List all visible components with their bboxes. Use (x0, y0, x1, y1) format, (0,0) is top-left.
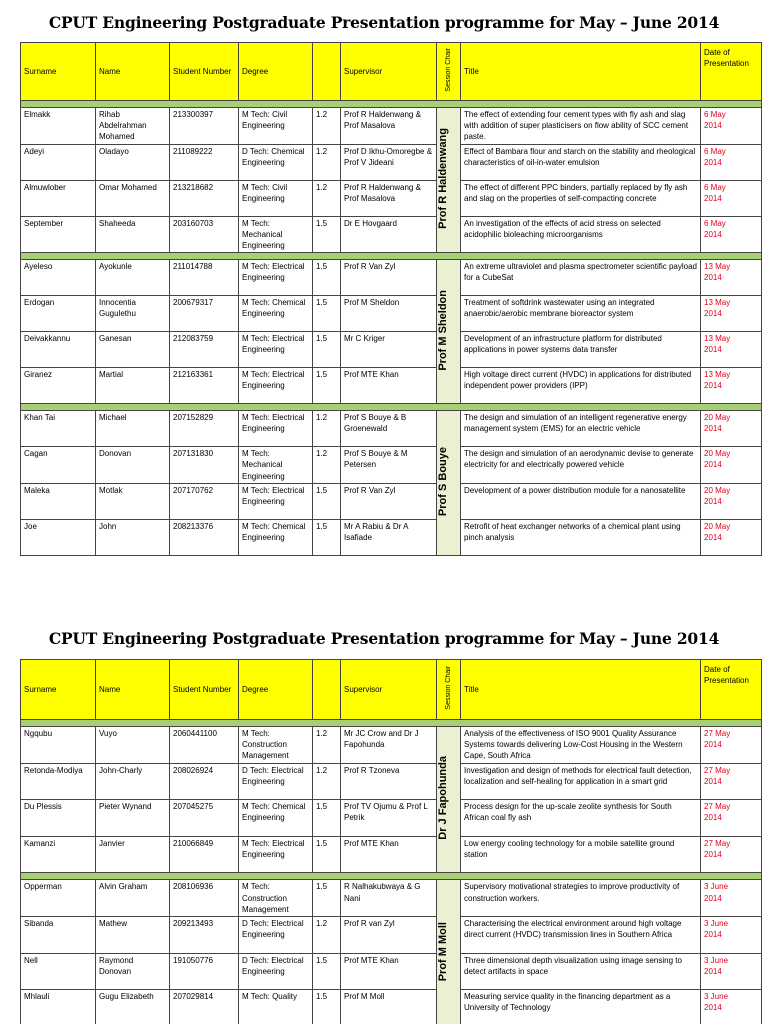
code-cell: 1.5 (313, 216, 341, 253)
name-cell: Vuyo (96, 727, 170, 764)
degree-cell: M Tech: Civil Engineering (239, 108, 313, 145)
surname-cell: Adeyi (21, 144, 96, 180)
surname-cell: Elmakk (21, 108, 96, 145)
student-number-cell: 2060441100 (170, 727, 239, 764)
date-cell: 27 May 2014 (701, 836, 762, 873)
code-cell: 1.2 (313, 763, 341, 800)
table-row (21, 800, 762, 837)
student-number-cell: 212163361 (170, 368, 239, 404)
col-header-title: Title (461, 660, 701, 720)
col-header-supervisor: Supervisor (341, 660, 437, 720)
name-cell: Martial (96, 368, 170, 404)
degree-cell: M Tech: Electrical Engineering (239, 260, 313, 296)
supervisor-cell: Prof S Bouye & B Groenewald (341, 411, 437, 447)
supervisor-cell: R Nalhakubwaya & G Nani (341, 880, 437, 917)
table-row (21, 180, 762, 216)
title-cell: Supervisory motivational strategies to improve productivity of construction workers. (461, 880, 701, 917)
date-cell: 3 June 2014 (701, 917, 762, 954)
date-cell: 6 May 2014 (701, 180, 762, 216)
student-number-cell: 207029814 (170, 990, 239, 1024)
table-row (21, 953, 762, 990)
degree-cell: M Tech: Chemical Engineering (239, 296, 313, 332)
student-number-cell: 212083759 (170, 332, 239, 368)
code-cell: 1.5 (313, 296, 341, 332)
col-header-name: Name (96, 660, 170, 720)
code-cell: 1.2 (313, 144, 341, 180)
student-number-cell: 213300397 (170, 108, 239, 145)
col-header-student-number: Student Number (170, 660, 239, 720)
title-cell: The effect of extending four cement types with fly ash and slag with addition of super plasticisers on flow ability of SCC cement paste. (461, 108, 701, 145)
degree-cell: D Tech: Electrical Engineering (239, 917, 313, 954)
code-cell: 1.2 (313, 727, 341, 764)
student-number-cell: 207045275 (170, 800, 239, 837)
date-cell: 13 May 2014 (701, 368, 762, 404)
surname-cell: Opperman (21, 880, 96, 917)
date-cell: 20 May 2014 (701, 519, 762, 555)
date-cell: 27 May 2014 (701, 727, 762, 764)
date-cell: 3 June 2014 (701, 880, 762, 917)
supervisor-cell: Prof R van Zyl (341, 917, 437, 954)
programme-title: CPUT Engineering Postgraduate Presentation programme for May – June 2014 (48, 13, 720, 32)
code-cell: 1.5 (313, 483, 341, 519)
supervisor-cell: Prof R Haldenwang & Prof Masalova (341, 180, 437, 216)
date-cell: 3 June 2014 (701, 953, 762, 990)
surname-cell: Retonda-Modiya (21, 763, 96, 800)
degree-cell: M Tech: Mechanical Engineering (239, 447, 313, 484)
code-cell: 1.5 (313, 368, 341, 404)
group-separator (21, 101, 762, 108)
table-row (21, 216, 762, 253)
supervisor-cell: Prof D Ikhu-Omoregbe & Prof V Jideani (341, 144, 437, 180)
code-cell: 1.5 (313, 836, 341, 873)
schedule-table (20, 42, 762, 556)
name-cell: Ganesan (96, 332, 170, 368)
supervisor-cell: Prof MTE Khan (341, 368, 437, 404)
table-row (21, 483, 762, 519)
name-cell: Ayokunle (96, 260, 170, 296)
surname-cell: Kamanzi (21, 836, 96, 873)
title-cell: The design and simulation of an intelligent regenerative energy management system (EMS) for an electric vehicle (461, 411, 701, 447)
date-cell: 20 May 2014 (701, 483, 762, 519)
surname-cell: September (21, 216, 96, 253)
supervisor-cell: Prof R Tzoneva (341, 763, 437, 800)
title-cell: Measuring service quality in the financing department as a University of Technology (461, 990, 701, 1024)
degree-cell: M Tech: Civil Engineering (239, 180, 313, 216)
code-cell: 1.5 (313, 953, 341, 990)
title-cell: An extreme ultraviolet and plasma spectrometer scientific payload for a CubeSat (461, 260, 701, 296)
title-cell: Treatment of softdrink wastewater using an integrated anaerobic/aerobic membrane bioreactor system (461, 296, 701, 332)
surname-cell: Du Plessis (21, 800, 96, 837)
student-number-cell: 211089222 (170, 144, 239, 180)
student-number-cell: 207170762 (170, 483, 239, 519)
table-row (21, 763, 762, 800)
surname-cell: Erdogan (21, 296, 96, 332)
title-cell: Investigation and design of methods for electrical fault detection, localization and self-healing for application in a smart grid (461, 763, 701, 800)
degree-cell: M Tech: Mechanical Engineering (239, 216, 313, 253)
table-row (21, 260, 762, 296)
header-row (21, 660, 762, 720)
supervisor-cell: Mr C Kriger (341, 332, 437, 368)
title-cell: Low energy cooling technology for a mobile satellite ground station (461, 836, 701, 873)
supervisor-cell: Prof R Van Zyl (341, 260, 437, 296)
student-number-cell: 207152829 (170, 411, 239, 447)
supervisor-cell: Dr E Hovgaard (341, 216, 437, 253)
group-separator (21, 404, 762, 411)
title-cell: Characterising the electrical environment around high voltage direct current (HVDC) transmission lines in Southern Africa (461, 917, 701, 954)
table-row (21, 144, 762, 180)
col-header-surname: Surname (21, 660, 96, 720)
date-cell: 20 May 2014 (701, 411, 762, 447)
surname-cell: Giranez (21, 368, 96, 404)
table-row (21, 990, 762, 1024)
date-cell: 20 May 2014 (701, 447, 762, 484)
code-cell: 1.2 (313, 411, 341, 447)
table-row (21, 519, 762, 555)
programme-title: CPUT Engineering Postgraduate Presentation programme for May – June 2014 (48, 629, 720, 648)
name-cell: John-Charly (96, 763, 170, 800)
group-separator (21, 253, 762, 260)
col-header-date: Date of Presentation (701, 43, 762, 101)
degree-cell: M Tech: Construction Management (239, 727, 313, 764)
table-row (21, 727, 762, 764)
session-chair-cell: Prof S Bouye (437, 411, 461, 556)
student-number-cell: 211014788 (170, 260, 239, 296)
title-cell: Retrofit of heat exchanger networks of a chemical plant using pinch analysis (461, 519, 701, 555)
student-number-cell: 208106936 (170, 880, 239, 917)
code-cell: 1.5 (313, 880, 341, 917)
title-cell: Three dimensional depth visualization using image sensing to detect artifacts in space (461, 953, 701, 990)
degree-cell: M Tech: Quality (239, 990, 313, 1024)
surname-cell: Deivakkannu (21, 332, 96, 368)
supervisor-cell: Mr A Rabiu & Dr A Isafiade (341, 519, 437, 555)
table-row (21, 917, 762, 954)
name-cell: Michael (96, 411, 170, 447)
code-cell: 1.5 (313, 519, 341, 555)
table-row (21, 368, 762, 404)
supervisor-cell: Prof MTE Khan (341, 953, 437, 990)
col-header-student-number: Student Number (170, 43, 239, 101)
session-chair-cell: Prof M Sheldon (437, 260, 461, 404)
date-cell: 13 May 2014 (701, 296, 762, 332)
student-number-cell: 191050776 (170, 953, 239, 990)
code-cell: 1.2 (313, 180, 341, 216)
student-number-cell: 213218682 (170, 180, 239, 216)
student-number-cell: 200679317 (170, 296, 239, 332)
date-cell: 6 May 2014 (701, 216, 762, 253)
code-cell: 1.5 (313, 990, 341, 1024)
supervisor-cell: Prof M Sheldon (341, 296, 437, 332)
degree-cell: M Tech: Electrical Engineering (239, 483, 313, 519)
date-cell: 3 June 2014 (701, 990, 762, 1024)
supervisor-cell: Prof M Moll (341, 990, 437, 1024)
col-header-degree: Degree (239, 43, 313, 101)
date-cell: 13 May 2014 (701, 332, 762, 368)
name-cell: Alvin Graham (96, 880, 170, 917)
date-cell: 27 May 2014 (701, 800, 762, 837)
table-row (21, 296, 762, 332)
col-header-session-chair: Session Chair (437, 660, 461, 720)
name-cell: Motlak (96, 483, 170, 519)
title-cell: The design and simulation of an aerodynamic devise to generate electricity for and electrically powered vehicle (461, 447, 701, 484)
date-cell: 6 May 2014 (701, 108, 762, 145)
surname-cell: Nell (21, 953, 96, 990)
col-header-date: Date of Presentation (701, 660, 762, 720)
title-cell: Effect of Bambara flour and starch on the stability and rheological characteristics of oil-in-water emulsion (461, 144, 701, 180)
col-header-blank (313, 43, 341, 101)
name-cell: Raymond Donovan (96, 953, 170, 990)
degree-cell: M Tech: Chemical Engineering (239, 519, 313, 555)
supervisor-cell: Prof MTE Khan (341, 836, 437, 873)
col-header-session-chair: Session Chair (437, 43, 461, 101)
col-header-surname: Surname (21, 43, 96, 101)
degree-cell: M Tech: Electrical Engineering (239, 332, 313, 368)
group-separator (21, 873, 762, 880)
supervisor-cell: Prof R Haldenwang & Prof Masalova (341, 108, 437, 145)
table-row (21, 836, 762, 873)
code-cell: 1.5 (313, 260, 341, 296)
name-cell: John (96, 519, 170, 555)
title-cell: An investigation of the effects of acid stress on selected acidophilic bioleaching microorganisms (461, 216, 701, 253)
header-row (21, 43, 762, 101)
degree-cell: D Tech: Electrical Engineering (239, 763, 313, 800)
name-cell: Donovan (96, 447, 170, 484)
surname-cell: Maleka (21, 483, 96, 519)
surname-cell: Almuwlober (21, 180, 96, 216)
col-header-name: Name (96, 43, 170, 101)
surname-cell: Mhlauli (21, 990, 96, 1024)
title-cell: The effect of different PPC binders, partially replaced by fly ash and slag on the properties of self-compacting concrete (461, 180, 701, 216)
supervisor-cell: Prof R Van Zyl (341, 483, 437, 519)
code-cell: 1.2 (313, 108, 341, 145)
col-header-supervisor: Supervisor (341, 43, 437, 101)
degree-cell: M Tech: Chemical Engineering (239, 800, 313, 837)
supervisor-cell: Prof TV Ojumu & Prof L Petrik (341, 800, 437, 837)
date-cell: 13 May 2014 (701, 260, 762, 296)
surname-cell: Khan Tai (21, 411, 96, 447)
surname-cell: Joe (21, 519, 96, 555)
supervisor-cell: Mr JC Crow and Dr J Fapohunda (341, 727, 437, 764)
name-cell: Rihab Abdelrahman Mohamed (96, 108, 170, 145)
session-chair-cell: Prof R Haldenwang (437, 108, 461, 253)
degree-cell: M Tech: Electrical Engineering (239, 836, 313, 873)
degree-cell: M Tech: Electrical Engineering (239, 411, 313, 447)
title-cell: Development of an infrastructure platform for distributed applications in power systems data transfer (461, 332, 701, 368)
surname-cell: Sibanda (21, 917, 96, 954)
student-number-cell: 209213493 (170, 917, 239, 954)
supervisor-cell: Prof S Bouye & M Petersen (341, 447, 437, 484)
name-cell: Janvier (96, 836, 170, 873)
surname-cell: Ayeleso (21, 260, 96, 296)
code-cell: 1.5 (313, 800, 341, 837)
student-number-cell: 207131830 (170, 447, 239, 484)
col-header-degree: Degree (239, 660, 313, 720)
session-chair-cell: Dr J Fapohunda (437, 727, 461, 873)
table-row (21, 411, 762, 447)
student-number-cell: 208213376 (170, 519, 239, 555)
degree-cell: M Tech: Construction Management (239, 880, 313, 917)
date-cell: 27 May 2014 (701, 763, 762, 800)
code-cell: 1.5 (313, 332, 341, 368)
surname-cell: Ngqubu (21, 727, 96, 764)
name-cell: Omar Mohamed (96, 180, 170, 216)
degree-cell: D Tech: Electrical Engineering (239, 953, 313, 990)
name-cell: Innocentia Gugulethu (96, 296, 170, 332)
name-cell: Pieter Wynand (96, 800, 170, 837)
student-number-cell: 208026924 (170, 763, 239, 800)
student-number-cell: 210066849 (170, 836, 239, 873)
code-cell: 1.2 (313, 917, 341, 954)
table-row (21, 447, 762, 484)
table-row (21, 880, 762, 917)
name-cell: Mathew (96, 917, 170, 954)
degree-cell: M Tech: Electrical Engineering (239, 368, 313, 404)
name-cell: Oladayo (96, 144, 170, 180)
col-header-blank (313, 660, 341, 720)
student-number-cell: 203160703 (170, 216, 239, 253)
name-cell: Shaheeda (96, 216, 170, 253)
degree-cell: D Tech: Chemical Engineering (239, 144, 313, 180)
col-header-title: Title (461, 43, 701, 101)
surname-cell: Cagan (21, 447, 96, 484)
title-cell: Process design for the up-scale zeolite synthesis for South African coal fly ash (461, 800, 701, 837)
title-cell: High voltage direct current (HVDC) in applications for distributed independent power providers (IPP) (461, 368, 701, 404)
code-cell: 1.2 (313, 447, 341, 484)
table-row (21, 108, 762, 145)
name-cell: Gugu Elizabeth (96, 990, 170, 1024)
title-cell: Development of a power distribution module for a nanosatellite (461, 483, 701, 519)
date-cell: 6 May 2014 (701, 144, 762, 180)
title-cell: Analysis of the effectiveness of ISO 9001 Quality Assurance Systems towards delivering Low-Cost Housing in the Western Cape, South Africa (461, 727, 701, 764)
session-chair-cell: Prof M Moll (437, 880, 461, 1024)
group-separator (21, 720, 762, 727)
table-row (21, 332, 762, 368)
schedule-table (20, 659, 762, 1024)
